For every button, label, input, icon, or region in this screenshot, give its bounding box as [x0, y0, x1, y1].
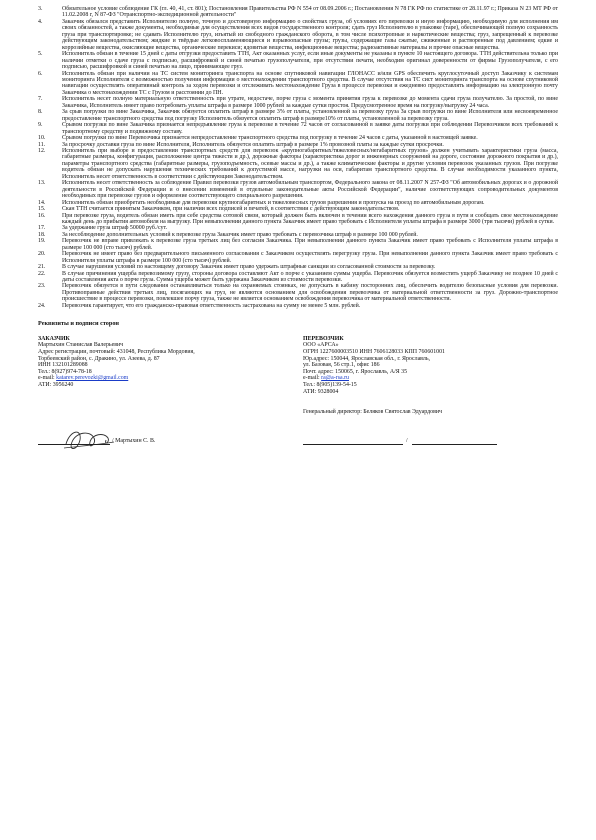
clause-number: 3.	[38, 6, 43, 12]
carrier-email-label: e-mail:	[303, 375, 322, 382]
carrier-director: Генеральный директор: Беляков Святослав Эдуардович	[303, 409, 442, 416]
contract-clause	[38, 109, 558, 122]
contract-clause	[38, 122, 558, 135]
customer-signature	[60, 422, 120, 458]
contract-clause	[38, 180, 558, 199]
contract-clause	[38, 148, 558, 180]
customer-line: ИНН 132101289088	[38, 362, 88, 369]
customer-ati: АТИ: 3956240	[38, 381, 74, 388]
clause-number: 8.	[38, 109, 43, 116]
carrier-signature-line	[303, 444, 403, 445]
contract-clause	[38, 96, 558, 109]
clause-number: 7.	[38, 96, 43, 103]
clause-number: 10.	[38, 135, 46, 142]
clause-number: 6.	[38, 70, 43, 77]
clause-number: 15.	[38, 206, 46, 213]
contract-clause	[38, 251, 558, 264]
clause-text: За несоблюдение дополнительных условий к перевозке груза Заказчик имеет право требовать с перевозчика штраф в размере 100 000 рублей.	[62, 231, 418, 238]
clause-number: 22.	[38, 270, 46, 277]
carrier-title: ПЕРЕВОЗЧИК	[303, 335, 344, 342]
clause-text: Исполнитель несет ответственность за соблюдение Правил перевозки грузов автомобильным транспортом, Федерального закона от 08.11.2007 N 257-ФЗ "Об автомобильных дорогах и о дорожной деятельности в Российской Федерации и о внесении изменений в отдельные законодательные акты Российской Федерации", наличие соответствующих сопроводительных документов необходимых при перевозке грузов и оформление соответствующего специального разрешения.	[62, 180, 558, 200]
contract-clause	[38, 283, 558, 302]
carrier-email-link[interactable]: ra@a-rsa.ru	[321, 375, 349, 382]
customer-line: Адрес регистрации, почтовый: 431048, Республика Мордовия,	[38, 348, 195, 355]
clause-text: Исполнитель несет полную материальную ответственность при утрате, недостаче, порче груза с момента принятия груза к перевозке до момента сдачи груза получателю. За простой, по вине Заказчика, Исполнитель имеет право потребовать уплаты штрафа в размере 1000 рублей за каждые сутки простоя. Предусмотренное время на погрузку/выгрузку 24 часа.	[62, 96, 558, 109]
customer-signature-name: / Мартыхин С. В.	[112, 437, 156, 444]
clause-text: Исполнитель обязан при наличии на ТС систем мониторинга транспорта на основе спутниковой навигации ГЛОНАСС и/или GPS обеспечить круглосуточный доступ Заказчику к системам мониторинга Исполнителя с возможностью получения информации о местонахождении транспортного средства. В случае отсутствия на ТС сист мониторинга транспорта на основе спутниковой навигации осуществлять оперативный контроль за ходом перевозки и отслеживать местонахождение Груза в процессе перевозки и ежедневно предоставлять информацию на электронную почту Заказчика о местонахождении ТС с Грузом и расстоянии до ПН.	[62, 70, 558, 96]
carrier-line: Почт. адрес: 150065, г. Ярославль, А/Я 35	[303, 368, 408, 375]
contract-clause	[38, 71, 558, 97]
clause-number: 13.	[38, 180, 46, 187]
customer-signature-line	[38, 444, 110, 445]
clause-text: Срывом погрузки по вине Перевозчика признается непредоставление транспортного средства под погрузку в течение 24 часов с даты, указанной в настоящей заявке.	[62, 135, 478, 142]
carrier-ati: АТИ: 9328004	[303, 388, 339, 395]
clause-text: За срыв погрузки по вине Заказчика, Заказчик обязуется оплатить штраф в размере 3% от платы, установленной за перевозку груза За срыв погрузки по вине Исполнителя или несвоевременное предоставление транспортного средства под погрузку Исполнитель обязуется оплатить штраф в размере10% от платы, установленной за перевозку груза.	[62, 109, 558, 122]
customer-email-link[interactable]: katarev.perevozki@gmail.com	[56, 375, 129, 382]
clause-number: 23.	[38, 283, 46, 290]
clause-number: 19.	[38, 238, 46, 245]
contract-clause	[38, 6, 558, 19]
carrier-line: ООО «АРСА»	[303, 342, 339, 349]
customer-line: Тел.: 8(927)974-78-18	[38, 368, 92, 375]
clause-text: При перевозке груза, водитель обязан иметь при себе средства сотовой связи, который должен быть включен в течении всего нахождения данного груза в пути и сообщать свое местонахождение каждый день до прибытия автомобиля на выгрузку. При невыполнении данного пункта Заказчик имеет право требовать с Исполнителя уплаты штрафа в размере 3000 (три тысячи) рублей в сутки.	[62, 212, 558, 225]
signatures-area	[38, 422, 558, 472]
contract-clause	[38, 51, 558, 70]
clause-text: Перевозчик не имеет право без предварительного письменного согласования с Заказчиком осуществлять перегрузку груза. При невыполнении данного пункта Заказчик имеет право требовать с Исполнителя уплаты штрафа в размере 100 000 (сто тысяч) рублей.	[62, 251, 558, 264]
clause-text: Перевозчик гарантирует, что его гражданско-правовая ответственность застрахована на сумму не менее 5 млн. рублей.	[62, 302, 361, 309]
clause-text: Перевозчик обязуется в пути следования останавливаться только на охраняемых стоянках, не допускать в кабину посторонних лиц, обеспечить водителю безопасные условия для перевозки. Противоправные действия третьих лиц, посягающих на груз, не являются основанием для освобождения перевозчика от материальной ответственности за груз. Дорожно-транспортное происшествие в процессе перевозки, повлекшее порчу груза, также не является основанием освобождения перевозчика от материальной ответственности.	[62, 283, 558, 303]
clause-text: Исполнитель обязан в течение 15 дней с даты отгрузки предоставить ТТН, Акт оказанных услуг, если иные документы не указаны в пункте 10 настоящего договора. ТТН действительна только при наличии отметки о сдаче груза с подписью, расшифровкой и синей печатью грузополучателя, при отсутствии печати, необходим оригинал доверенности от фирмы Грузополучателя, с его подписью, расшифровкой и синей печатью на лицо, принимающее груз.	[62, 51, 558, 71]
carrier-name-line	[412, 444, 497, 445]
clause-text: В случае причинения ущерба перевозимому грузу, стороны договора составляют Акт о порче с указанием суммы ущерба. Перевозчик обязуется возместить ущерб Заказчику не позднее 10 дней с даты составления акта о порче груза. Сумма ущерба может быть удержана Заказчиком из стоимости перевозки.	[62, 270, 558, 284]
clause-number: 9.	[38, 122, 43, 129]
customer-email-row	[38, 375, 303, 382]
carrier-line: Юр.адрес: 150044, Ярославская обл., г. Ярославль,	[303, 355, 430, 362]
clause-text: Исполнитель при выборе и предоставлении транспортных средств для перевозок «крупногабаритных/тяжеловесных/негабаритных грузов» должен учитывать характеристики груза (масса, габаритные размеры, конфигурация, расположение центра тяжести и др.), дорожные факторы (характеристика дорог и инженерных сооружений на дороге, состояние дорожного покрытия и др.), параметры транспортного средства (габаритные размеры, грузоподъемность, осевые массы и др.), а также климатические факторы и другие условия перевозок указанных грузов. При погрузке водитель обязан не допускать нарушения технических требований к допустимой массе, нагрузки на оси, габаритам транспортного средства. В случае необходимости указанного пункта, Исполнитель несет ответственность в соответствии с действующим Законодательством.	[62, 147, 558, 180]
clause-number: 5.	[38, 51, 43, 58]
clause-number: 16.	[38, 212, 46, 219]
contract-clause	[38, 238, 558, 251]
clause-text: За удержание груза штраф 50000 руб./сут.	[62, 225, 168, 232]
clause-text: Скан ТТН считается принятым Заказчиком, при наличии всех подписей и печатей, в соответствии с действующим законодательством.	[62, 206, 400, 213]
clause-text: Исполнитель обязан приобретать необходимые для перевозки крупногабаритных и тяжеловесных грузов разрешения и пропуска на проезд по автомобильным дорогам.	[62, 199, 485, 206]
contract-clause	[38, 213, 558, 226]
clause-number: 21.	[38, 264, 46, 271]
clause-number: 12.	[38, 147, 46, 154]
clause-number: 14.	[38, 199, 46, 206]
clause-number: 17.	[38, 225, 46, 232]
customer-line: Мартыхин Станислав Валерьевич	[38, 342, 124, 349]
clause-text: Срывом погрузки по вине Заказчика признается непредъявление груза к перевозке в течение 72 часов от согласованной в заявке даты погрузки при соблюдении Перевозчиком всех требований к транспортному средству и подвижному составу.	[62, 122, 558, 135]
clause-text: Заказчик обязался представить Исполнителю полную, точную и достоверную информацию о свойствах груза, об условиях его перевозки и иную информацию, необходимую для исполнения им своих обязанностей, а также документы, необходимые для осуществления всех видов государственного контроля; сдать груз Исполнителю в упаковке (таре), обеспечивающей полную сохранность груза при транспортировке; не сдавать Исполнителю груз, изъятый из свободного гражданского оборота, в том числе психотропные и наркотические вещества; груз, запрещенный к перевозке действующим законодательством; жидкие и твёрдые легковоспламеняющиеся и взрывоопасные грузы; грузы, содержащие газы сжатые, сжиженные и растворенные под давлением; едкие и коррозийные вещества, окисляющие вещества, органические перекиси; ядовитые вещества, инфекционные вещества; радиоактивные материалы и прочие опасные вещества.	[62, 18, 558, 51]
clause-number: 18.	[38, 231, 46, 238]
contract-clauses	[38, 6, 558, 309]
clause-text: За просрочку доставки груза по вине Исполнителя, Исполнитель обязуется оплатить штраф в размере 1% провозной платы за каждые сутки просрочки.	[62, 141, 444, 148]
requisites-title: Реквизиты и подписи сторон	[38, 320, 119, 328]
carrier-email-row	[303, 375, 558, 382]
clause-number: 4.	[38, 18, 43, 25]
carrier-line: ОГРН 1227600003510 ИНН 7606128033 КПП 760601001	[303, 348, 446, 355]
carrier-requisites	[303, 336, 558, 395]
carrier-line: ул. Базовая, 56 стр.1, офис 186	[303, 362, 380, 369]
clause-text: Обязательное условие соблюдение ГК (гл. 40, 41, ст. 801); Постановления Правительства РФ N 554 от 08.09.2006 г.; Постановления N 78 ГК РФ по статистике от 28.11.97 г.; Приказа N 23 МТ РФ от 11.02.2008 г, N 87-ФЗ "Отранспортно-экспедиционной деятельности"	[62, 6, 558, 19]
customer-requisites	[38, 336, 303, 395]
customer-line: Торбеевский район, с. Дракино, ул. Азеева, д. 87	[38, 355, 160, 362]
clause-number: 20.	[38, 251, 46, 258]
clause-number: 24.	[38, 302, 46, 309]
customer-title: ЗАКАЗЧИК	[38, 335, 70, 342]
clause-number: 11.	[38, 141, 46, 148]
contract-clause	[38, 303, 558, 309]
carrier-signature-slash: /	[406, 437, 408, 444]
contract-clause	[38, 271, 558, 284]
parties-requisites	[38, 336, 558, 395]
contract-clause	[38, 19, 558, 51]
clause-text: Перевозчик не вправе привлекать к перевозке груза третьих лиц без согласия Заказчика. При невыполнении данного пункта Заказчик имеет право требовать с Исполнителя уплаты штрафа в размере 100 000 (сто тысяч) рублей.	[62, 238, 558, 251]
carrier-phone: Тел.: 8(905)139-54-15	[303, 381, 357, 388]
customer-email-label: e-mail:	[38, 375, 57, 382]
clause-text: В случае нарушения условий по настоящему договору Заказчик имеет право удержать штрафные санкции из согласованной стоимости за перевозку.	[62, 264, 436, 271]
